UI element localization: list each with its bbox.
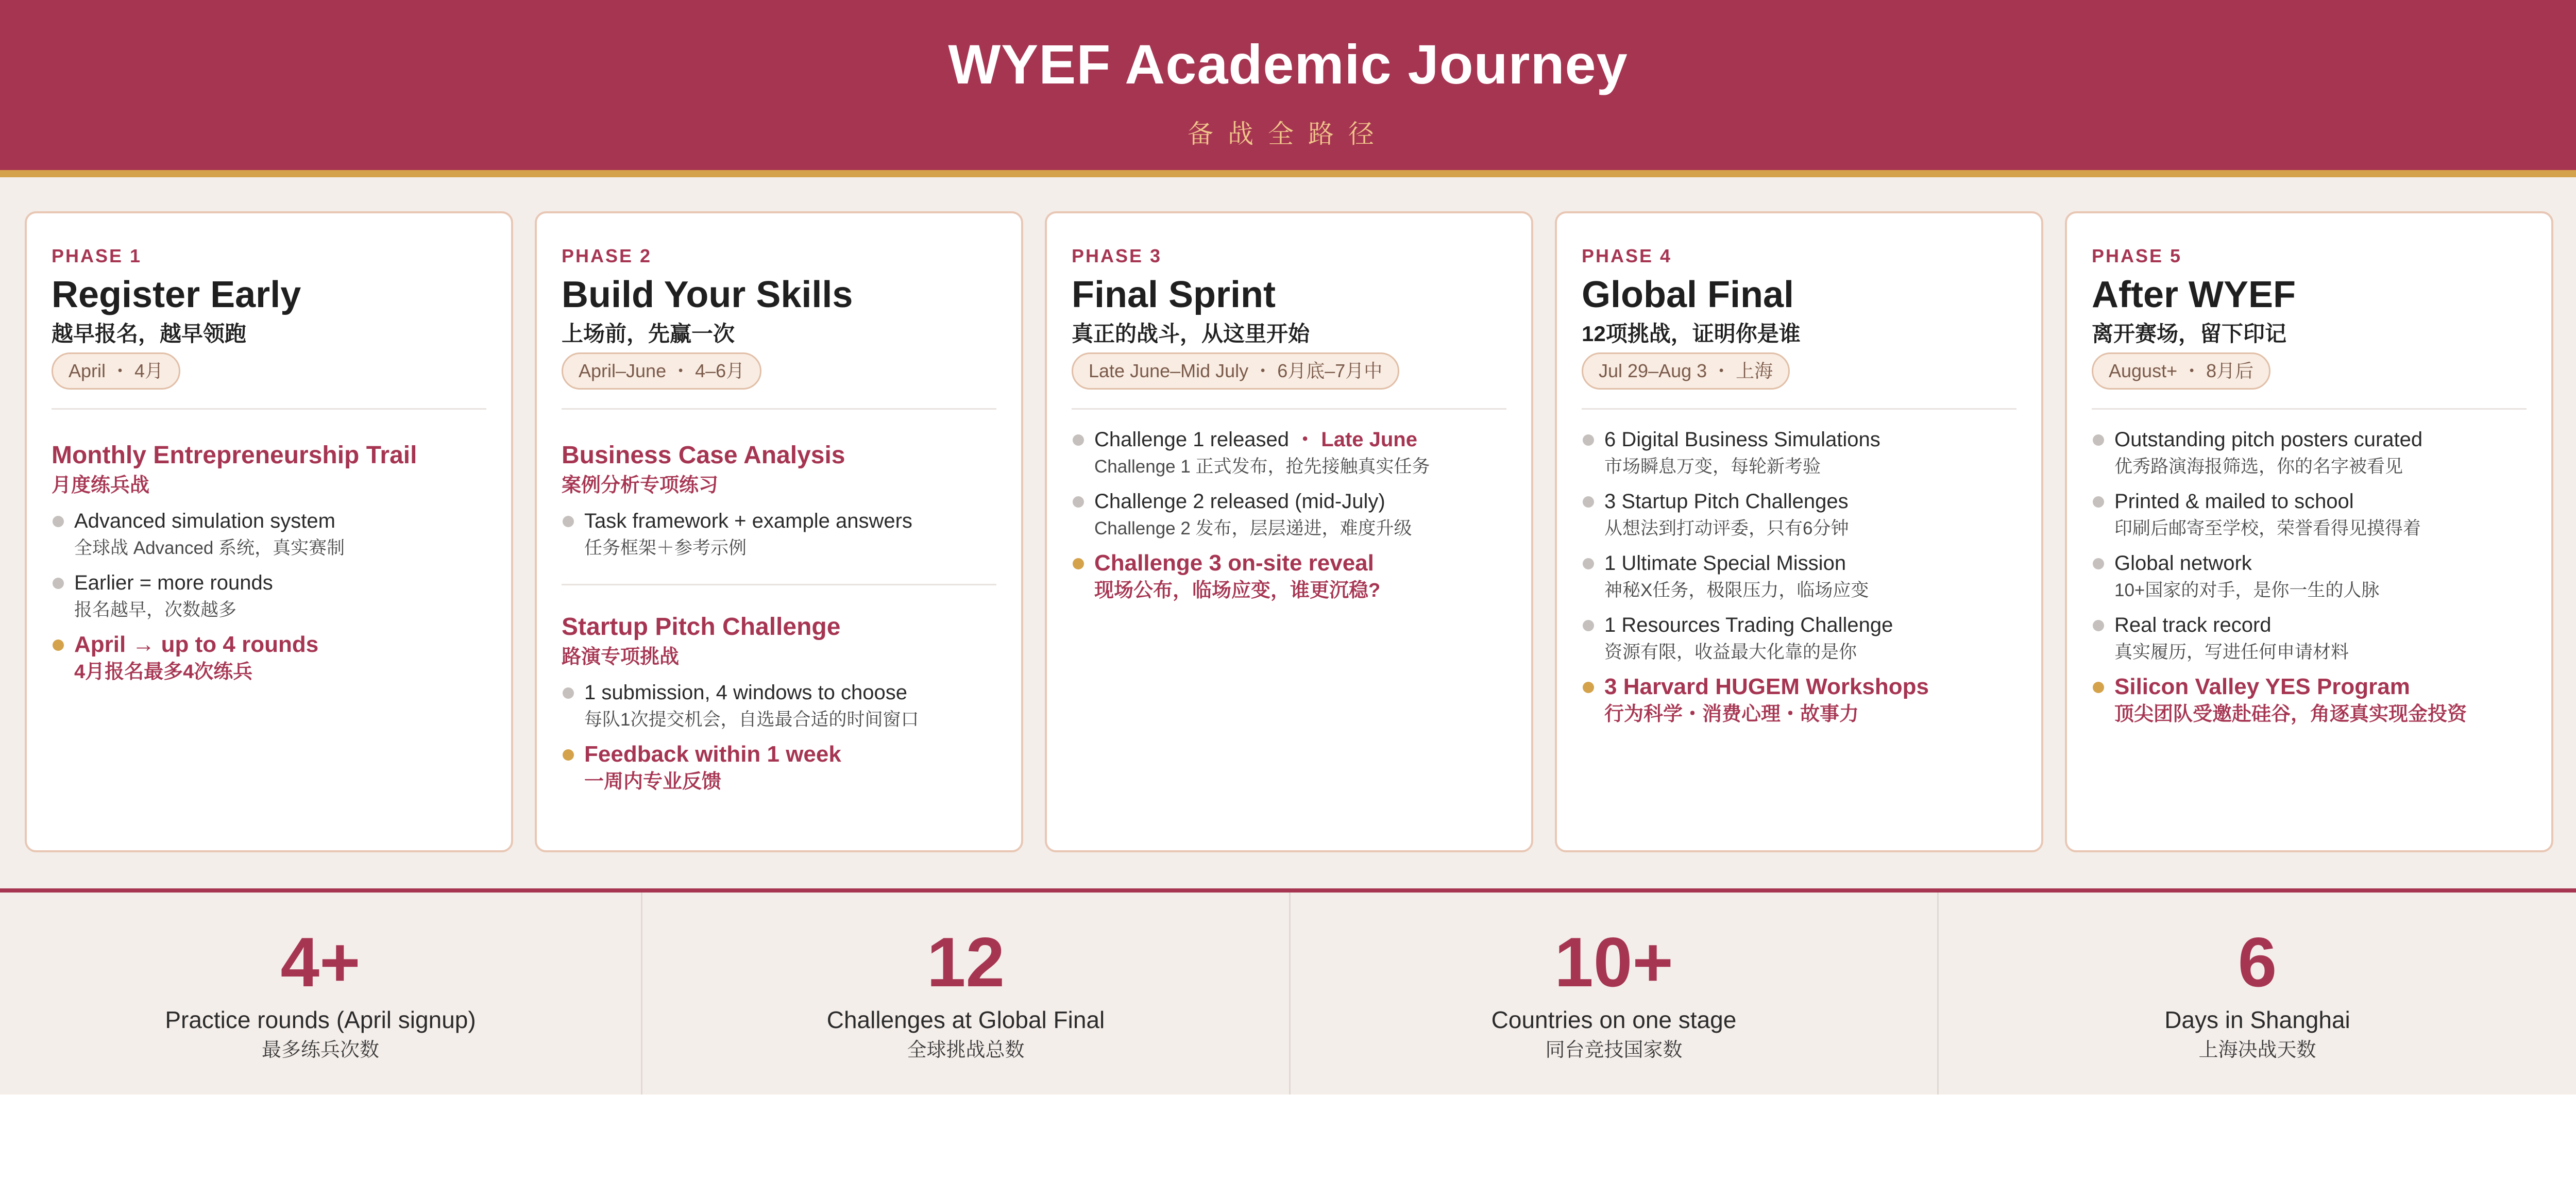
phase-subtitle: 上场前，先赢一次	[562, 322, 735, 346]
item-subtext: 一周内专业反馈	[584, 771, 722, 793]
item-text: Silicon Valley YES Program	[2114, 674, 2410, 699]
phase-card-5	[2065, 211, 2553, 852]
list-item-highlight	[52, 630, 486, 685]
list-item	[2092, 487, 2527, 542]
stat-sublabel: 全球挑战总数	[907, 1039, 1025, 1061]
list-item	[1072, 487, 1506, 542]
bullet-dot-icon	[1583, 496, 1594, 508]
item-subtext: 报名越早，次数越多	[74, 600, 237, 620]
item-subtext: 全球战 Advanced 系统，真实赛制	[74, 538, 345, 558]
item-text: Printed & mailed to school	[2114, 490, 2354, 513]
section-subtitle: 案例分析专项练习	[562, 475, 719, 496]
list-item	[2092, 425, 2527, 480]
section-title: Startup Pitch Challenge	[562, 613, 841, 641]
list-item-highlight	[1582, 672, 2016, 727]
list-item	[562, 507, 996, 561]
item-subtext: 顶尖团队受邀赴硅谷，角逐真实现金投资	[2114, 703, 2467, 725]
item-text: Earlier = more rounds	[74, 571, 273, 594]
bullet-dot-icon	[2093, 682, 2104, 693]
section-divider	[562, 584, 996, 585]
phase-subtitle: 离开赛场，留下印记	[2092, 322, 2287, 346]
bullet-dot-icon	[1583, 620, 1594, 631]
item-text: 3 Startup Pitch Challenges	[1604, 490, 1849, 513]
item-text: Challenge 3 on-site reveal	[1094, 550, 1374, 576]
item-text	[1094, 425, 1506, 454]
stat-block	[0, 893, 641, 1095]
stat-value: 12	[926, 923, 1005, 1001]
item-subtext: Challenge 1 正式发布，抢先接触真实任务	[1094, 457, 1430, 477]
stat-label: Countries on one stage	[1491, 1006, 1737, 1033]
phase-label: PHASE 3	[1072, 245, 1162, 266]
section-subtitle: 路演专项挑战	[562, 646, 680, 668]
item-date-tag: ・ Late June	[1289, 428, 1417, 451]
item-subtext: 每队1次提交机会，自选最合适的时间窗口	[584, 710, 919, 730]
item-text: Outstanding pitch posters curated	[2114, 428, 2423, 451]
stat-value: 10+	[1554, 923, 1673, 1001]
item-subtext: 任务框架＋参考示例	[584, 538, 747, 558]
bullet-dot-icon	[1073, 496, 1084, 508]
stat-sublabel: 最多练兵次数	[261, 1039, 379, 1061]
stat-sublabel: 同台竞技国家数	[1545, 1039, 1683, 1061]
item-text: Feedback within 1 week	[584, 742, 841, 767]
item-subtext: 真实履历，写进任何申请材料	[2114, 642, 2349, 662]
phase-subtitle: 越早报名，越早领跑	[52, 322, 247, 346]
date-badge: April–June ・ 4–6月	[562, 352, 761, 390]
card-divider	[562, 408, 996, 410]
item-text: Global network	[2114, 552, 2252, 575]
bullet-dot-icon	[53, 639, 64, 651]
list-item	[1582, 425, 2016, 480]
bullet-dot-icon	[2093, 496, 2104, 508]
item-text: Advanced simulation system	[74, 510, 335, 532]
item-subtext: 神秘X任务，极限压力，临场应变	[1604, 580, 1869, 600]
phase-title: Global Final	[1582, 274, 1794, 315]
item-text: 1 Ultimate Special Mission	[1604, 552, 1846, 575]
phase-card-4	[1555, 211, 2043, 852]
list-item	[1582, 549, 2016, 603]
item-text: 1 submission, 4 windows to choose	[584, 681, 907, 704]
item-subtext: 印刷后邮寄至学校，荣誉看得见摸得着	[2114, 518, 2421, 538]
card-divider	[2092, 408, 2527, 410]
item-subtext: 优秀路演海报筛选，你的名字被看见	[2114, 457, 2403, 477]
phase-label: PHASE 4	[1582, 245, 1672, 266]
list-item	[562, 678, 996, 733]
item-text: 1 Resources Trading Challenge	[1604, 614, 1893, 636]
bullet-dot-icon	[1583, 558, 1594, 569]
card-divider	[1582, 408, 2016, 410]
item-subtext: 资源有限，收益最大化靠的是你	[1604, 642, 1857, 662]
bullet-dot-icon	[2093, 558, 2104, 569]
bullet-dot-icon	[53, 516, 64, 527]
item-subtext: 行为科学・消费心理・故事力	[1604, 703, 1859, 725]
list-item	[1582, 487, 2016, 542]
card-divider	[52, 408, 486, 410]
stat-block	[641, 893, 1289, 1095]
phase-label: PHASE 5	[2092, 245, 2182, 266]
item-subtext: Challenge 2 发布，层层递进，难度升级	[1094, 518, 1412, 538]
section-subtitle: 月度练兵战	[52, 475, 150, 496]
phase-title: Final Sprint	[1072, 274, 1276, 315]
list-item	[2092, 611, 2527, 665]
bullet-dot-icon	[563, 516, 574, 527]
stat-label: Challenges at Global Final	[826, 1006, 1105, 1033]
phase-card-3	[1045, 211, 1533, 852]
list-item	[1582, 611, 2016, 665]
bullet-dot-icon	[1583, 682, 1594, 693]
bullet-dot-icon	[563, 687, 574, 699]
item-text: Real track record	[2114, 614, 2272, 636]
bullet-dot-icon	[2093, 620, 2104, 631]
bullet-dot-icon	[2093, 434, 2104, 446]
item-text: 6 Digital Business Simulations	[1604, 428, 1880, 451]
bullet-dot-icon	[1073, 434, 1084, 446]
item-subtext: 4月报名最多4次练兵	[74, 661, 253, 683]
stat-value: 4+	[280, 923, 361, 1001]
item-text-main: Challenge 1 released	[1094, 428, 1290, 451]
phase-label: PHASE 2	[562, 245, 652, 266]
phase-title: Build Your Skills	[562, 274, 853, 315]
stat-sublabel: 上海决战天数	[2198, 1039, 2316, 1061]
stat-value: 6	[2238, 923, 2277, 1001]
stat-label: Days in Shanghai	[2164, 1006, 2350, 1033]
phase-title: Register Early	[52, 274, 301, 315]
item-subtext: 现场公布，临场应变，谁更沉稳?	[1094, 580, 1381, 601]
list-item	[2092, 549, 2527, 603]
phase-subtitle: 真正的战斗，从这里开始	[1072, 322, 1310, 346]
header-divider	[0, 170, 2576, 177]
bullet-dot-icon	[53, 578, 64, 589]
page-title: WYEF Academic Journey	[948, 33, 1628, 95]
date-badge: April ・ 4月	[52, 352, 180, 390]
item-text: Challenge 2 released (mid-July)	[1094, 490, 1385, 513]
phase-label: PHASE 1	[52, 245, 142, 266]
section-title: Monthly Entrepreneurship Trail	[52, 442, 417, 469]
item-text: Task framework + example answers	[584, 510, 912, 532]
page-header	[0, 0, 2576, 170]
phase-subtitle: 12项挑战，证明你是谁	[1582, 322, 1801, 346]
date-badge: August+ ・ 8月后	[2092, 352, 2270, 390]
item-text: 3 Harvard HUGEM Workshops	[1604, 674, 1929, 699]
item-subtext: 10+国家的对手，是你一生的人脉	[2114, 580, 2380, 600]
bullet-dot-icon	[563, 749, 574, 761]
list-item-highlight	[1072, 549, 1506, 603]
date-badge: Late June–Mid July ・ 6月底–7月中	[1072, 352, 1399, 390]
list-item	[52, 507, 486, 561]
stat-block	[1289, 893, 1937, 1095]
stats-bar	[0, 888, 2576, 1095]
page-subtitle: 备战全路径	[1188, 120, 1388, 148]
list-item-highlight	[2092, 672, 2527, 727]
date-badge: Jul 29–Aug 3 ・ 上海	[1582, 352, 1790, 390]
list-item	[52, 568, 486, 623]
bullet-dot-icon	[1583, 434, 1594, 446]
phase-card-1	[25, 211, 513, 852]
item-text: April → up to 4 rounds	[74, 632, 319, 657]
phases-area	[0, 177, 2576, 888]
section-title: Business Case Analysis	[562, 442, 845, 469]
stat-label: Practice rounds (April signup)	[165, 1006, 476, 1033]
card-divider	[1072, 408, 1506, 410]
item-subtext: 市场瞬息万变，每轮新考验	[1604, 457, 1821, 477]
item-subtext: 从想法到打动评委，只有6分钟	[1604, 518, 1849, 538]
list-item-highlight	[562, 740, 996, 795]
stat-block	[1937, 893, 2576, 1095]
phase-card-2	[535, 211, 1023, 852]
phase-title: After WYEF	[2092, 274, 2296, 315]
bullet-dot-icon	[1073, 558, 1084, 569]
list-item	[1072, 425, 1506, 480]
